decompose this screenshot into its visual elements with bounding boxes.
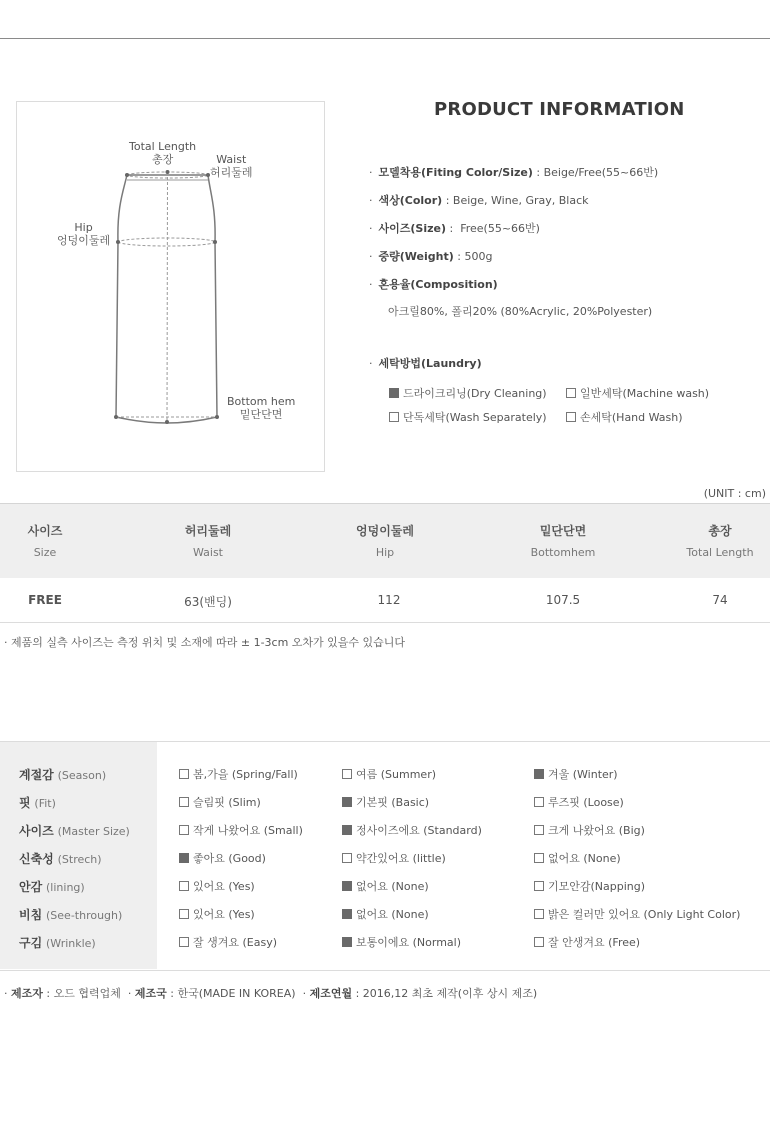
attribute-label-ko: 계절감 — [19, 768, 54, 782]
label-bottom-hem-ko: 밑단단면 — [239, 408, 283, 421]
unchecked-box-icon — [179, 797, 189, 807]
label-bottom-hem — [227, 395, 295, 421]
header-en: Bottomhem — [530, 546, 596, 559]
attribute-option-label: 여름 (Summer) — [356, 768, 437, 781]
attribute-option-label: 잘 생겨요 (Easy) — [193, 936, 278, 949]
info-key: 중량(Weight) — [378, 250, 454, 263]
attribute-label — [19, 822, 130, 839]
laundry-option-label: 드라이크리닝(Dry Cleaning) — [403, 387, 547, 400]
attribute-option-label: 작게 나왔어요 (Small) — [193, 824, 303, 837]
attribute-label-ko: 비침 — [19, 908, 43, 922]
attribute-option — [179, 766, 298, 782]
attribute-label-en: (Strech) — [57, 853, 102, 866]
unchecked-box-icon — [179, 769, 189, 779]
laundry-title: 세탁방법(Laundry) — [378, 357, 482, 370]
attribute-option — [534, 934, 640, 950]
attributes-bottom-divider — [0, 970, 770, 971]
attribute-label-en: (See-through) — [46, 909, 123, 922]
attribute-label — [19, 934, 96, 951]
attribute-option-label: 좋아요 (Good) — [193, 852, 266, 865]
unchecked-box-icon — [534, 937, 544, 947]
header-en: Size — [33, 546, 57, 559]
attribute-option — [179, 794, 261, 810]
header-hip — [325, 522, 445, 559]
label-bottom-hem-en: Bottom hem — [227, 395, 296, 408]
attribute-option-label: 없어요 (None) — [356, 880, 429, 893]
checked-box-icon — [342, 797, 352, 807]
attribute-option-label: 있어요 (Yes) — [193, 880, 255, 893]
attribute-option — [179, 934, 277, 950]
attribute-option — [342, 766, 436, 782]
attribute-option-label: 기본핏 (Basic) — [356, 796, 430, 809]
label-total-length-ko: 총장 — [151, 153, 174, 166]
info-value: 500g — [464, 250, 493, 263]
label-hip-en: Hip — [74, 221, 93, 234]
attribute-option — [179, 850, 266, 866]
info-row-size: · 사이즈(Size) : Free(55~66반) — [369, 222, 540, 235]
info-row-color: · 색상(Color) : Beige, Wine, Gray, Black — [369, 194, 589, 207]
cell-hip: 112 — [377, 593, 401, 607]
attribute-option — [342, 878, 429, 894]
unchecked-box-icon — [534, 853, 544, 863]
attribute-label-en: (Fit) — [34, 797, 56, 810]
attribute-option — [179, 878, 255, 894]
maker-key: 제조자 — [11, 987, 43, 1000]
header-en: Hip — [375, 546, 395, 559]
info-row-fitting: · 모델착용(Fiting Color/Size) : Beige/Free(55~66반) — [369, 166, 659, 179]
attribute-option-label: 잘 안생겨요 (Free) — [548, 936, 641, 949]
header-size — [0, 522, 90, 559]
attribute-option-label: 겨울 (Winter) — [548, 768, 618, 781]
attribute-label — [19, 794, 56, 811]
attribute-label — [19, 906, 122, 923]
info-value: Beige/Free(55~66반) — [543, 166, 659, 179]
unchecked-box-icon — [179, 881, 189, 891]
attribute-option — [179, 906, 255, 922]
label-waist-en: Waist — [216, 153, 247, 166]
attribute-label — [19, 878, 85, 895]
info-row-weight: · 중량(Weight) : 500g — [369, 250, 493, 263]
attribute-option-label: 있어요 (Yes) — [193, 908, 255, 921]
attribute-option-label: 밝은 컬러만 있어요 (Only Light Color) — [548, 908, 741, 921]
attribute-label-ko: 안감 — [19, 880, 43, 894]
unchecked-box-icon — [534, 909, 544, 919]
laundry-title-row: · 세탁방법(Laundry) — [369, 357, 482, 370]
size-note: · 제품의 실측 사이즈는 측정 위치 및 소재에 따라 ± 1-3cm 오차가 있을수 있습니다 — [4, 636, 406, 649]
attribute-option — [342, 850, 446, 866]
unchecked-box-icon — [179, 825, 189, 835]
attribute-option-label: 크게 나왔어요 (Big) — [548, 824, 645, 837]
checked-box-icon — [342, 937, 352, 947]
attribute-label-ko: 사이즈 — [19, 824, 54, 838]
info-key: 사이즈(Size) — [378, 222, 446, 235]
info-key: 혼용율(Composition) — [378, 278, 498, 291]
header-waist — [148, 522, 268, 559]
manufacturer-info: · 제조자 : 오드 협력업체 · 제조국 : 한국(MADE IN KOREA) · 제조연월 : 2016,12 최초 제작(이후 상시 제조) — [4, 987, 538, 1000]
attribute-option-label: 약간있어요 (little) — [356, 852, 446, 865]
checked-box-icon — [342, 825, 352, 835]
info-value: Beige, Wine, Gray, Black — [452, 194, 589, 207]
attribute-option — [534, 822, 645, 838]
header-bottomhem — [503, 522, 623, 559]
info-value: Free(55~66반) — [460, 222, 540, 235]
header-ko: 엉덩이둘레 — [356, 524, 414, 538]
unchecked-box-icon — [566, 412, 576, 422]
unchecked-box-icon — [534, 797, 544, 807]
cell-total-length: 74 — [712, 593, 728, 607]
attribute-label — [19, 766, 106, 783]
unchecked-box-icon — [179, 909, 189, 919]
attribute-option-label: 슬림핏 (Slim) — [193, 796, 261, 809]
attribute-option — [534, 906, 740, 922]
attribute-option — [179, 822, 303, 838]
date-value: 2016,12 최초 제작(이후 상시 제조) — [362, 987, 538, 1000]
attribute-option-label: 기모안감(Napping) — [548, 880, 646, 893]
attribute-label-ko: 핏 — [19, 796, 31, 810]
checked-box-icon — [534, 769, 544, 779]
attribute-option — [534, 794, 624, 810]
laundry-option — [389, 409, 547, 425]
attribute-label — [19, 850, 102, 867]
attribute-option — [342, 822, 482, 838]
unchecked-box-icon — [566, 388, 576, 398]
header-ko: 밑단단면 — [539, 524, 587, 538]
unchecked-box-icon — [342, 853, 352, 863]
country-value: 한국(MADE IN KOREA) — [177, 987, 296, 1000]
checked-box-icon — [342, 909, 352, 919]
laundry-option-label: 일반세탁(Machine wash) — [580, 387, 710, 400]
unit-label: (UNIT : cm) — [703, 487, 766, 500]
unchecked-box-icon — [179, 937, 189, 947]
attribute-label-en: (lining) — [46, 881, 85, 894]
attribute-option — [342, 906, 429, 922]
composition-value: 아크릴80%, 폴리20% (80%Acrylic, 20%Polyester) — [388, 305, 653, 318]
laundry-option-label: 손세탁(Hand Wash) — [580, 411, 683, 424]
attribute-option-label: 루즈핏 (Loose) — [548, 796, 624, 809]
size-diagram — [16, 101, 325, 472]
attribute-option-label: 정사이즈에요 (Standard) — [356, 824, 482, 837]
label-total-length-en: Total Length — [129, 140, 197, 153]
attribute-option-label: 보통이에요 (Normal) — [356, 936, 462, 949]
attribute-option-label: 없어요 (None) — [356, 908, 429, 921]
header-en: Total Length — [686, 546, 754, 559]
maker-value: 오드 협력업체 — [53, 987, 121, 1000]
header-total-length — [670, 522, 770, 559]
laundry-option — [389, 385, 547, 401]
label-waist-ko: 허리둘레 — [210, 166, 253, 179]
info-key: 모델착용(Fiting Color/Size) — [378, 166, 533, 179]
label-hip — [57, 221, 110, 247]
unchecked-box-icon — [389, 412, 399, 422]
country-key: 제조국 — [134, 987, 167, 1000]
attribute-option — [342, 934, 461, 950]
label-total-length — [129, 140, 196, 166]
header-ko: 사이즈 — [27, 524, 63, 538]
info-row-composition: · 혼용율(Composition) — [369, 278, 498, 291]
attribute-label-en: (Master Size) — [57, 825, 130, 838]
checked-box-icon — [342, 881, 352, 891]
date-key: 제조연월 — [309, 987, 353, 1000]
attribute-option — [534, 766, 618, 782]
laundry-option-label: 단독세탁(Wash Separately) — [403, 411, 547, 424]
size-table-header — [0, 503, 770, 578]
header-ko: 허리둘레 — [184, 524, 232, 538]
attribute-option-label: 봄,가을 (Spring/Fall) — [193, 768, 298, 781]
checked-box-icon — [389, 388, 399, 398]
header-en: Waist — [192, 546, 223, 559]
table-row — [0, 578, 770, 623]
cell-bottomhem: 107.5 — [545, 593, 581, 607]
attribute-option — [342, 794, 429, 810]
cell-waist: 63(밴딩) — [184, 595, 232, 609]
label-hip-ko: 엉덩이둘레 — [57, 234, 111, 247]
laundry-option — [566, 385, 709, 401]
top-divider — [0, 38, 770, 39]
product-info-title: PRODUCT INFORMATION — [434, 99, 685, 120]
checked-box-icon — [179, 853, 189, 863]
attribute-label-ko: 신축성 — [19, 852, 54, 866]
unchecked-box-icon — [342, 769, 352, 779]
attribute-option — [534, 878, 645, 894]
attribute-option-label: 없어요 (None) — [548, 852, 621, 865]
unchecked-box-icon — [534, 881, 544, 891]
label-waist — [210, 153, 253, 179]
laundry-option — [566, 409, 683, 425]
info-key: 색상(Color) — [378, 194, 443, 207]
attribute-label-en: (Season) — [57, 769, 107, 782]
attribute-option — [534, 850, 621, 866]
attribute-label-en: (Wrinkle) — [46, 937, 96, 950]
cell-size: FREE — [28, 593, 62, 607]
header-ko: 총장 — [708, 524, 732, 538]
attribute-label-ko: 구김 — [19, 936, 43, 950]
unchecked-box-icon — [534, 825, 544, 835]
